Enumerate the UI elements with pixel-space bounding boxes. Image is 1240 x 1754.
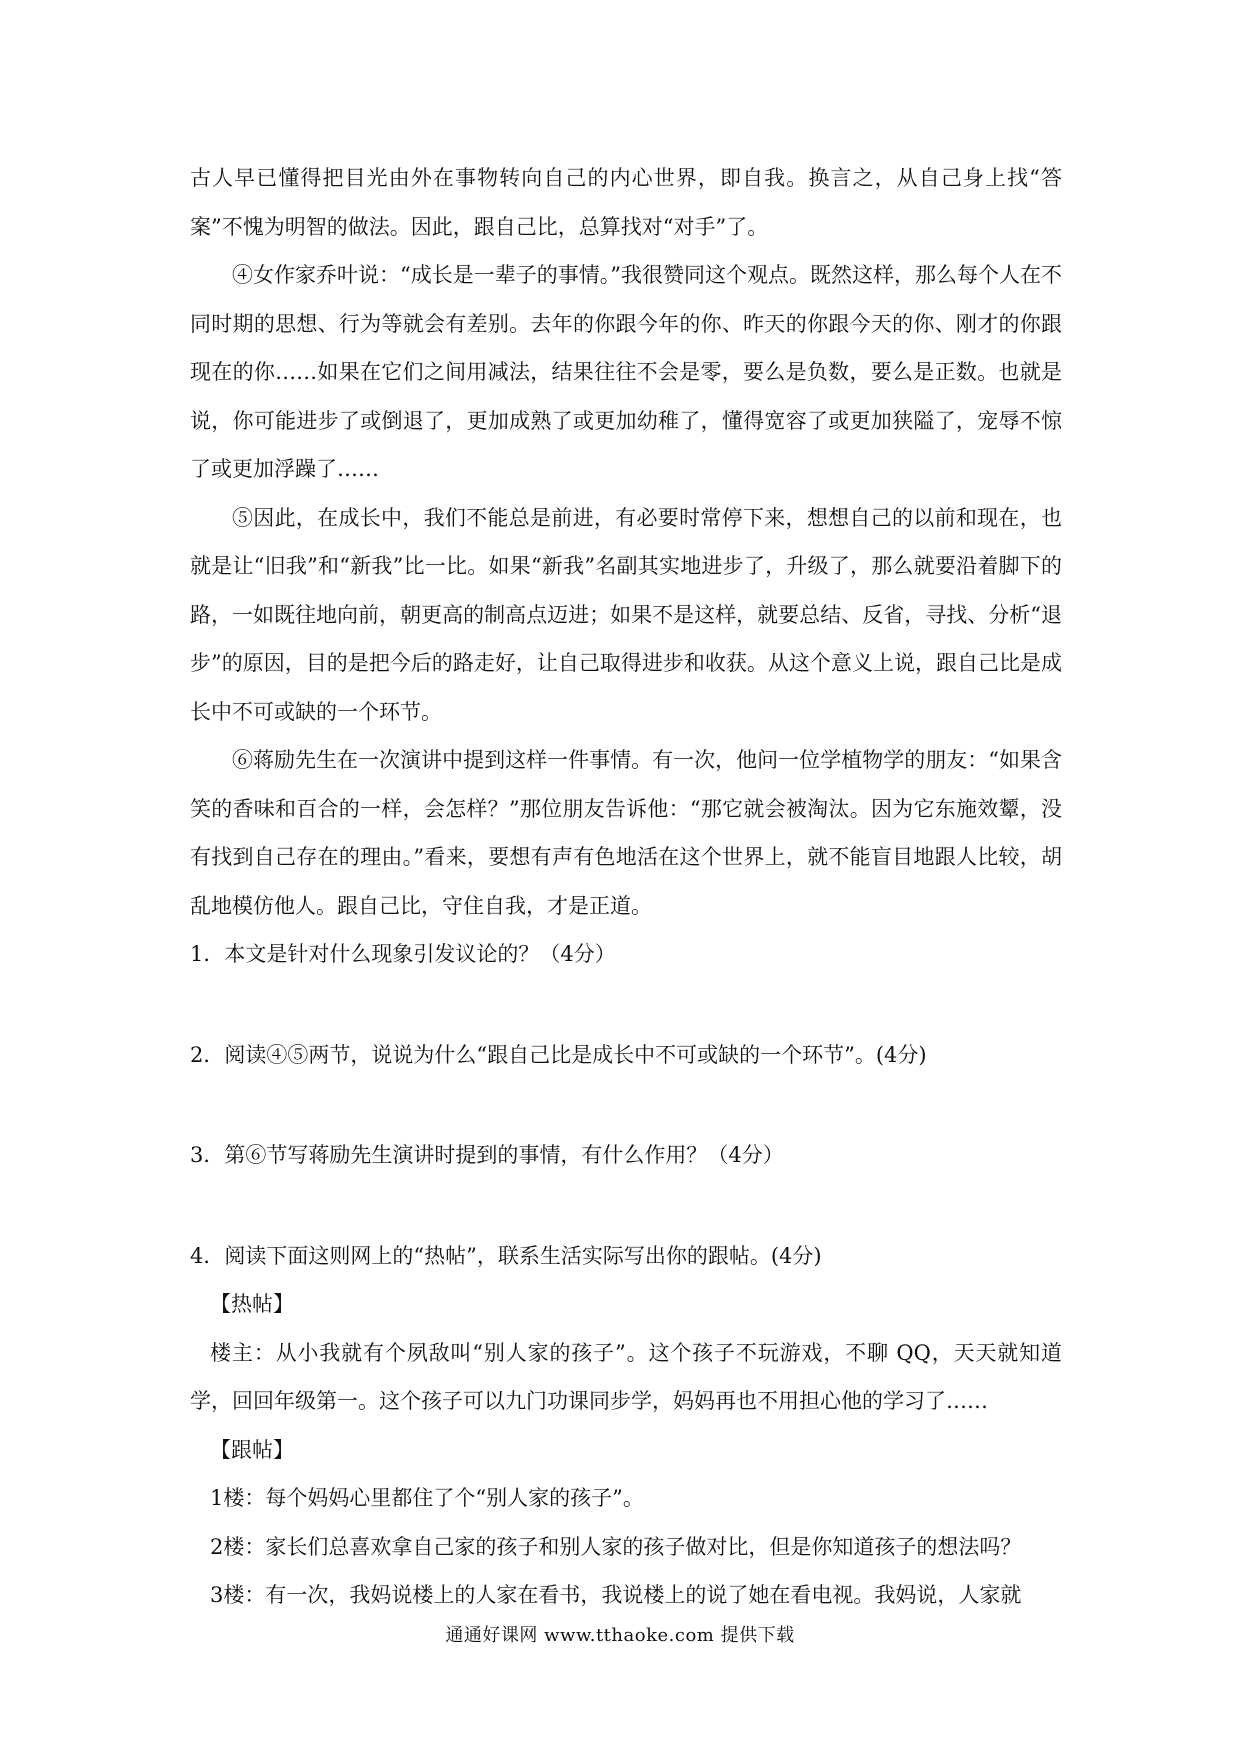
paragraph-continued: 古人早已懂得把目光由外在事物转向自己的内心世界，即自我。换言之，从自己身上找“答案”不愧为明智的做法。因此，跟自己比，总算找对“对手”了。 [190, 166, 1062, 239]
hot-post-text: 楼主：从小我就有个夙敌叫“别人家的孩子”。这个孩子不玩游戏，不聊 QQ，天天就知道学，回回年级第一。这个孩子可以九门功课同步学，妈妈再也不用担心他的学习了…… [190, 1340, 1062, 1413]
hot-post-heading: 【热帖】 [210, 1292, 294, 1316]
reply-floor-1: 1楼：每个妈妈心里都住了个“别人家的孩子”。 [210, 1486, 644, 1510]
question-3: 3．第⑥节写蒋励先生演讲时提到的事情，有什么作用？（4分） [190, 1143, 784, 1167]
page-footer: 通通好课网 www.tthaoke.com 提供下载 [445, 1625, 795, 1646]
document-body [190, 154, 1062, 1620]
paragraph-5: ⑤因此，在成长中，我们不能总是前进，有必要时常停下来，想想自己的以前和现在，也就是让“旧我”和“新我”比一比。如果“新我”名副其实地进步了，升级了，那么就要沿着脚下的路，一如既往地向前，朝更高的制高点迈进；如果不是这样，就要总结、反省，寻找、分析“退步”的原因，目的是把今后的路走好，让自己取得进步和收获。从这个意义上说，跟自己比是成长中不可或缺的一个环节。 [190, 505, 1062, 724]
paragraph-6: ⑥蒋励先生在一次演讲中提到这样一件事情。有一次，他问一位学植物学的朋友：“如果含笑的香味和百合的一样，会怎样？”那位朋友告诉他：“那它就会被淘汰。因为它东施效颦，没有找到自己存在的理由。”看来，要想有声有色地活在这个世界上，就不能盲目地跟人比较，胡乱地模仿他人。跟自己比，守住自我，才是正道。 [190, 748, 1062, 918]
replies-heading: 【跟帖】 [210, 1437, 294, 1462]
question-4: 4．阅读下面这则网上的“热帖”，联系生活实际写出你的跟帖。(4分) [190, 1243, 822, 1268]
question-2: 2．阅读④⑤两节，说说为什么“跟自己比是成长中不可或缺的一个环节”。(4分) [190, 1042, 927, 1067]
reply-floor-3: 3楼：有一次，我妈说楼上的人家在看书，我说楼上的说了她在看电视。我妈说，人家就 [210, 1583, 1022, 1607]
question-1: 1．本文是针对什么现象引发议论的？（4分） [190, 942, 616, 966]
paragraph-4: ④女作家乔叶说：“成长是一辈子的事情。”我很赞同这个观点。既然这样，那么每个人在不同时期的思想、行为等就会有差别。去年的你跟今年的你、昨天的你跟今天的你、刚才的你跟现在的你……如果在它们之间用减法，结果往往不会是零，要么是负数，要么是正数。也就是说，你可能进步了或倒退了，更加成熟了或更加幼稚了，懂得宽容了或更加狭隘了，宠辱不惊了或更加浮躁了…… [190, 263, 1062, 481]
reply-floor-2: 2楼：家长们总喜欢拿自己家的孩子和别人家的孩子做对比，但是你知道孩子的想法吗？ [210, 1534, 1022, 1559]
